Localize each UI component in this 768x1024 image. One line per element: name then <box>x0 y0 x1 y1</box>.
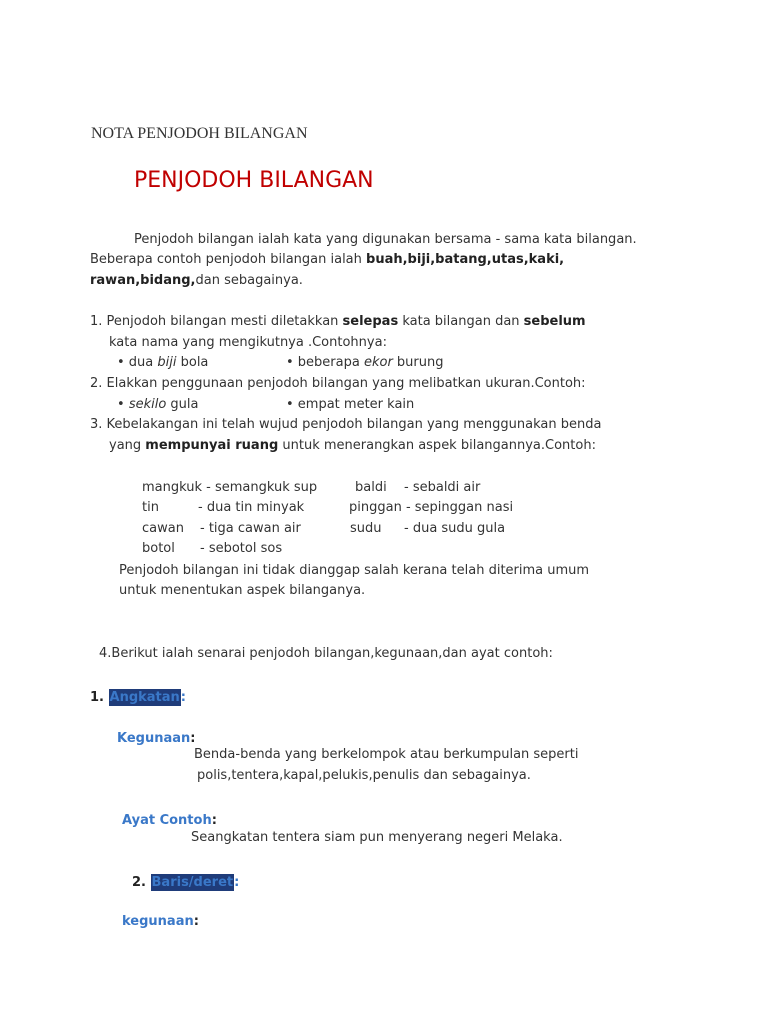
item-1-kegunaan-line-1: Benda-benda yang berkelompok atau berkumpulan seperti <box>194 747 579 762</box>
intro-line-2 <box>90 252 564 267</box>
item-2-kegunaan-label <box>122 910 199 929</box>
note-line-1: Penjodoh bilangan ini tidak dianggap salah kerana telah diterima umum <box>119 563 590 578</box>
item-1-label-highlight: Angkatan <box>109 690 180 705</box>
main-heading: PENJODOH BILANGAN <box>134 168 374 193</box>
point-1-text-a: 1. Penjodoh bilangan mesti diletakkan <box>90 314 343 329</box>
item-1-heading <box>90 686 186 705</box>
point-2-example-1 <box>117 397 199 412</box>
example-row-3-b: - tiga cawan air <box>200 521 301 536</box>
example-row-3-a: cawan <box>142 521 184 536</box>
point-2-line: 2. Elakkan penggunaan penjodoh bilangan yang melibatkan ukuran.Contoh: <box>90 376 586 391</box>
example-row-4-a: botol <box>142 541 175 556</box>
example-row-3-c: sudu <box>350 521 382 536</box>
point-3-text-post: untuk menerangkan aspek bilangannya.Contoh: <box>278 438 596 453</box>
point-1-example-2 <box>286 355 444 370</box>
item-2-kegunaan-colon: : <box>193 914 199 929</box>
example-row-1-right: - sebaldi air <box>404 480 481 495</box>
item-1-kegunaan-colon: : <box>190 731 196 746</box>
point-3-line-1: 3. Kebelakangan ini telah wujud penjodoh bilangan yang menggunakan benda <box>90 417 602 432</box>
intro-line-3 <box>90 273 303 288</box>
point-3-text-pre: yang <box>109 438 146 453</box>
intro-examples-bold-2: rawan,bidang, <box>90 273 196 288</box>
point-1-ex1-post: bola <box>176 355 209 370</box>
item-1-kegunaan-line-2: polis,tentera,kapal,pelukis,penulis dan sebagainya. <box>197 768 531 783</box>
example-row-4-b: - sebotol sos <box>200 541 283 556</box>
example-row-1-left: mangkuk - semangkuk sup <box>142 480 318 495</box>
item-2-heading <box>132 871 239 890</box>
item-1-kegunaan-label <box>117 727 195 746</box>
example-row-1-mid: baldi <box>355 480 387 495</box>
point-1-ex1-italic: biji <box>157 355 177 370</box>
point-1-line-1 <box>90 314 586 329</box>
point-3-line-2 <box>109 438 596 453</box>
point-1-line-2: kata nama yang mengikutnya .Contohnya: <box>109 335 387 350</box>
example-row-3-d: - dua sudu gula <box>404 521 506 536</box>
note-line-2: untuk menentukan aspek bilanganya. <box>119 583 366 598</box>
point-1-bold-selepas: selepas <box>342 314 399 329</box>
point-1-ex2-pre: • beberapa <box>286 355 364 370</box>
example-row-2-b: - dua tin minyak <box>198 500 305 515</box>
intro-line-2-text: Beberapa contoh penjodoh bilangan ialah <box>90 252 367 267</box>
point-1-bold-sebelum: sebelum <box>523 314 586 329</box>
point-1-ex2-italic: ekor <box>363 355 393 370</box>
item-1-number: 1. <box>90 690 109 705</box>
point-2-ex1-post: gula <box>166 397 199 412</box>
item-2-number: 2. <box>132 875 151 890</box>
intro-examples-bold: buah,biji,batang,utas,kaki, <box>366 252 565 267</box>
item-1-ayat-colon: : <box>211 813 217 828</box>
point-2-example-2: • empat meter kain <box>286 397 415 412</box>
point-2-ex1-pre: • <box>117 397 129 412</box>
item-1-ayat-sentence: Seangkatan tentera siam pun menyerang negeri Melaka. <box>191 830 563 845</box>
example-row-2-c: pinggan - sepinggan nasi <box>349 500 514 515</box>
point-1-ex2-post: burung <box>392 355 444 370</box>
point-2-ex1-italic: sekilo <box>128 397 167 412</box>
item-1-ayat-label <box>122 809 217 828</box>
item-1-kegunaan-text: Kegunaan <box>117 731 191 746</box>
intro-line-1: Penjodoh bilangan ialah kata yang digunakan bersama - sama kata bilangan. <box>134 232 637 247</box>
document-title: NOTA PENJODOH BILANGAN <box>91 125 308 142</box>
item-2-kegunaan-text: kegunaan <box>122 914 194 929</box>
item-2-colon: : <box>234 875 240 890</box>
point-1-text-c: kata bilangan dan <box>398 314 524 329</box>
point-1-example-1 <box>117 355 208 370</box>
example-row-2-a: tin <box>142 500 159 515</box>
intro-line-3-text: dan sebagainya. <box>195 273 303 288</box>
item-2-label-highlight: Baris/deret <box>151 875 234 890</box>
item-1-colon: : <box>180 690 186 705</box>
point-3-bold: mempunyai ruang <box>145 438 279 453</box>
item-1-ayat-text: Ayat Contoh <box>122 813 212 828</box>
point-4-line: 4.Berikut ialah senarai penjodoh bilangan,kegunaan,dan ayat contoh: <box>99 646 553 661</box>
point-1-ex1-pre: • dua <box>117 355 158 370</box>
